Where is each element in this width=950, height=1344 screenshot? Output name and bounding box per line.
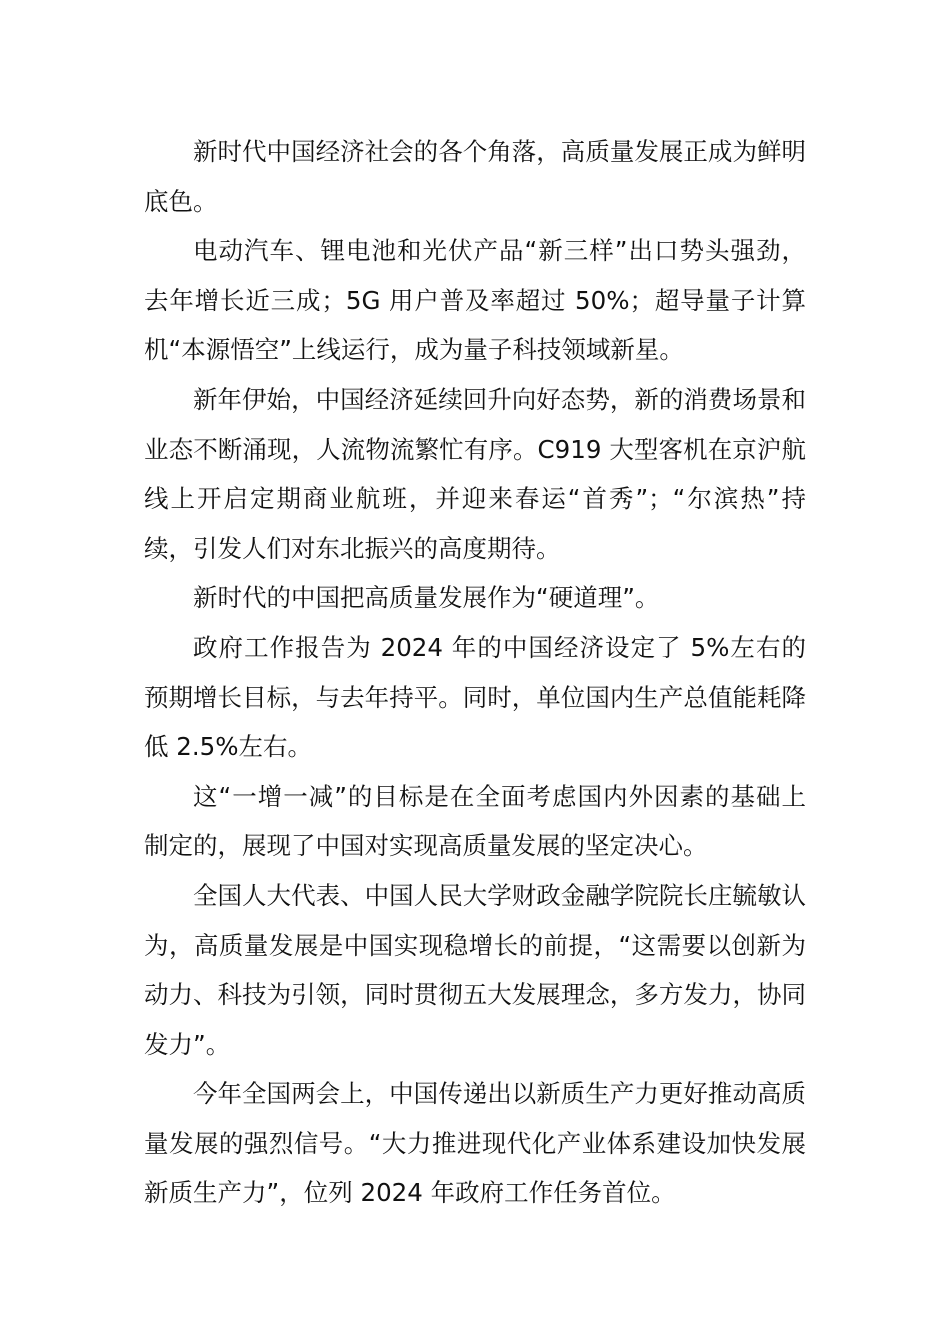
paragraph-8: 今年全国两会上，中国传递出以新质生产力更好推动高质量发展的强烈信号。“大力推进现代化产业体系建设加快发展新质生产力”，位列 2024 年政府工作任务首位。 <box>144 1079 806 1208</box>
paragraph-4: 新时代的中国把高质量发展作为“硬道理”。 <box>193 583 660 613</box>
paragraph-1: 新时代中国经济社会的各个角落，高质量发展正成为鲜明底色。 <box>144 137 806 216</box>
paragraph-7: 全国人大代表、中国人民大学财政金融学院院长庄毓敏认为，高质量发展是中国实现稳增长的前提，“这需要以创新为动力、科技为引领，同时贯彻五大发展理念，多方发力，协同发力”。 <box>144 880 806 1059</box>
paragraph-6: 这“一增一减”的目标是在全面考虑国内外因素的基础上制定的，展现了中国对实现高质量发展的坚定决心。 <box>144 781 806 861</box>
paragraph-3: 新年伊始，中国经济延续回升向好态势，新的消费场景和业态不断涌现，人流物流繁忙有序。C919 大型客机在京沪航线上开启定期商业航班，并迎来春运“首秀”；“尔滨热”持续，引发人们对东北振兴的高度期待。 <box>144 384 806 563</box>
article-body <box>144 127 806 1218</box>
paragraph-5: 政府工作报告为 2024 年的中国经济设定了 5%左右的预期增长目标，与去年持平。同时，单位国内生产总值能耗降低 2.5%左右。 <box>144 632 806 762</box>
paragraph-2: 电动汽车、锂电池和光伏产品“新三样”出口势头强劲，去年增长近三成；5G 用户普及率超过 50%；超导量子计算机“本源悟空”上线运行，成为量子科技领域新星。 <box>144 236 806 365</box>
